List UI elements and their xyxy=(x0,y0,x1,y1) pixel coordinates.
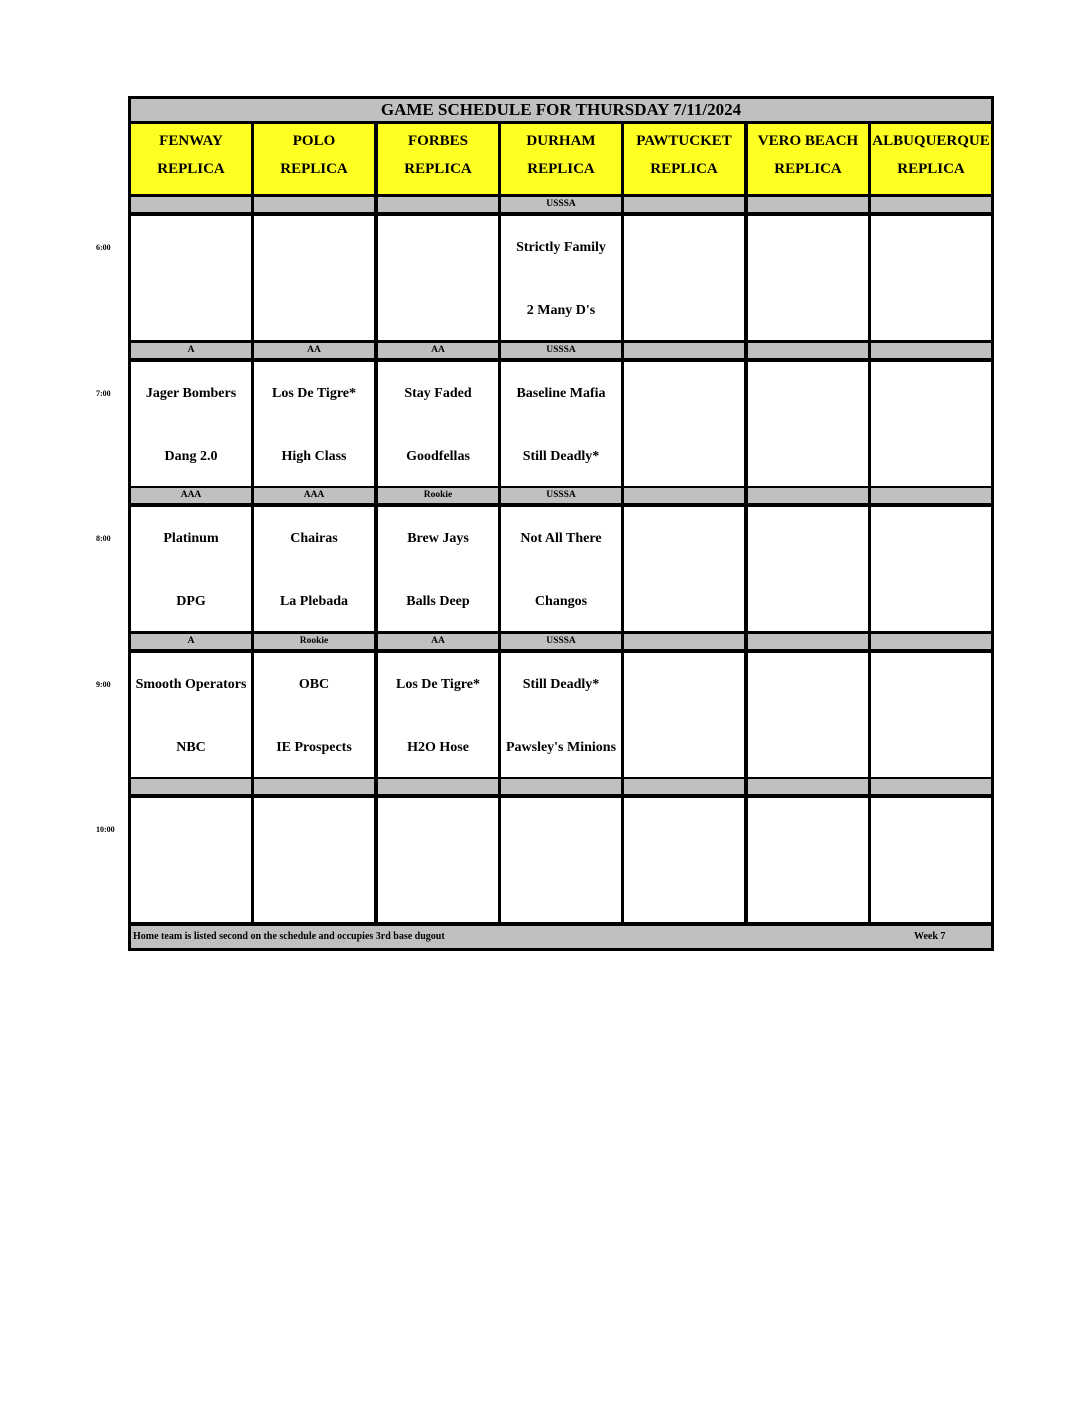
field-type: REPLICA xyxy=(897,161,965,177)
division-label xyxy=(131,779,251,794)
game-cell xyxy=(501,653,621,777)
game-cell xyxy=(501,798,621,922)
home-team: NBC xyxy=(176,740,206,755)
home-team: Pawsley's Minions xyxy=(505,740,617,755)
week-label: Week 7 xyxy=(914,931,946,942)
away-team: Brew Jays xyxy=(407,531,469,546)
division-label xyxy=(748,343,868,358)
division-label: USSSA xyxy=(501,343,621,358)
game-cell xyxy=(378,362,498,486)
field-name: FORBES xyxy=(407,133,468,149)
home-team: La Plebada xyxy=(279,594,349,609)
game-cell xyxy=(748,216,868,340)
division-label xyxy=(131,197,251,212)
division-label: Rookie xyxy=(254,634,374,649)
game-cell xyxy=(378,507,498,631)
away-team: Los De Tigre* xyxy=(271,386,356,401)
schedule-title: GAME SCHEDULE FOR THURSDAY 7/11/2024 xyxy=(131,99,991,121)
division-label xyxy=(378,197,498,212)
field-header-6 xyxy=(871,124,991,194)
field-header-3 xyxy=(501,124,621,194)
field-name: VERO BEACH xyxy=(757,133,859,149)
game-cell xyxy=(254,798,374,922)
game-cell xyxy=(378,798,498,922)
field-name: FENWAY xyxy=(159,133,223,149)
division-label xyxy=(378,779,498,794)
game-cell xyxy=(748,653,868,777)
time-label: 7:00 xyxy=(96,389,111,398)
game-cell xyxy=(131,216,251,340)
division-label xyxy=(254,779,374,794)
division-label: USSSA xyxy=(501,488,621,503)
field-type: REPLICA xyxy=(774,161,842,177)
away-team: Los De Tigre* xyxy=(395,677,480,692)
division-label xyxy=(624,779,744,794)
game-cell xyxy=(624,653,744,777)
division-label: Rookie xyxy=(378,488,498,503)
away-team: Stay Faded xyxy=(404,386,472,401)
game-cell xyxy=(748,362,868,486)
game-cell xyxy=(871,362,991,486)
field-header-2 xyxy=(378,124,498,194)
field-name: PAWTUCKET xyxy=(636,133,732,149)
division-label xyxy=(748,197,868,212)
division-label xyxy=(501,779,621,794)
field-name: DURHAM xyxy=(526,133,596,149)
division-label xyxy=(624,634,744,649)
time-label: 9:00 xyxy=(96,680,111,689)
field-header-4 xyxy=(624,124,744,194)
field-header-5 xyxy=(748,124,868,194)
division-label xyxy=(871,343,991,358)
field-type: REPLICA xyxy=(280,161,348,177)
away-team: Baseline Mafia xyxy=(516,386,606,401)
game-cell xyxy=(254,216,374,340)
time-label: 6:00 xyxy=(96,243,111,252)
home-team: High Class xyxy=(281,449,347,464)
division-label: USSSA xyxy=(501,197,621,212)
home-team: DPG xyxy=(176,594,206,609)
game-cell xyxy=(624,216,744,340)
division-label xyxy=(871,634,991,649)
away-team: Still Deadly* xyxy=(522,677,600,692)
game-cell xyxy=(624,507,744,631)
game-cell xyxy=(748,507,868,631)
game-cell xyxy=(501,507,621,631)
division-label xyxy=(748,488,868,503)
time-label: 10:00 xyxy=(96,825,115,834)
home-team: IE Prospects xyxy=(276,740,352,755)
field-header-0 xyxy=(131,124,251,194)
home-team: Still Deadly* xyxy=(522,449,600,464)
away-team: Chairas xyxy=(290,531,338,546)
game-cell xyxy=(378,216,498,340)
game-cell xyxy=(748,798,868,922)
game-cell xyxy=(254,507,374,631)
game-cell xyxy=(131,798,251,922)
game-cell xyxy=(254,362,374,486)
game-cell xyxy=(624,362,744,486)
away-team: Jager Bombers xyxy=(145,386,237,401)
game-cell xyxy=(131,362,251,486)
game-cell xyxy=(254,653,374,777)
away-team: Strictly Family xyxy=(516,240,606,255)
division-label xyxy=(748,634,868,649)
division-label xyxy=(748,779,868,794)
home-team: Changos xyxy=(534,594,588,609)
game-cell xyxy=(131,507,251,631)
division-label xyxy=(624,488,744,503)
field-name: POLO xyxy=(292,133,336,149)
home-team: Dang 2.0 xyxy=(164,449,218,464)
time-label: 8:00 xyxy=(96,534,111,543)
division-label: A xyxy=(131,343,251,358)
home-team: Goodfellas xyxy=(406,449,470,464)
division-label xyxy=(254,197,374,212)
division-label xyxy=(871,488,991,503)
away-team: Platinum xyxy=(163,531,219,546)
game-cell xyxy=(501,216,621,340)
field-header-1 xyxy=(254,124,374,194)
field-name: ALBUQUERQUE xyxy=(872,133,990,149)
field-type: REPLICA xyxy=(157,161,225,177)
schedule-table xyxy=(128,96,994,951)
division-label: A xyxy=(131,634,251,649)
division-label: AA xyxy=(378,343,498,358)
field-type: REPLICA xyxy=(527,161,595,177)
home-team: Balls Deep xyxy=(406,594,470,609)
game-cell xyxy=(871,653,991,777)
game-cell xyxy=(871,507,991,631)
schedule-footer xyxy=(131,926,991,948)
division-label: USSSA xyxy=(501,634,621,649)
division-label xyxy=(871,197,991,212)
game-cell xyxy=(624,798,744,922)
away-team: Not All There xyxy=(520,531,602,546)
footer-note: Home team is listed second on the schedule and occupies 3rd base dugout xyxy=(133,931,445,942)
game-cell xyxy=(378,653,498,777)
division-label: AAA xyxy=(131,488,251,503)
home-team: 2 Many D's xyxy=(526,303,596,318)
division-label: AA xyxy=(254,343,374,358)
division-label xyxy=(624,197,744,212)
game-cell xyxy=(871,798,991,922)
game-cell xyxy=(501,362,621,486)
division-label xyxy=(871,779,991,794)
game-cell xyxy=(131,653,251,777)
field-type: REPLICA xyxy=(650,161,718,177)
division-label: AAA xyxy=(254,488,374,503)
division-label xyxy=(624,343,744,358)
game-cell xyxy=(871,216,991,340)
home-team: H2O Hose xyxy=(407,740,469,755)
away-team: Smooth Operators xyxy=(135,677,247,692)
away-team: OBC xyxy=(298,677,330,692)
division-label: AA xyxy=(378,634,498,649)
field-type: REPLICA xyxy=(404,161,472,177)
